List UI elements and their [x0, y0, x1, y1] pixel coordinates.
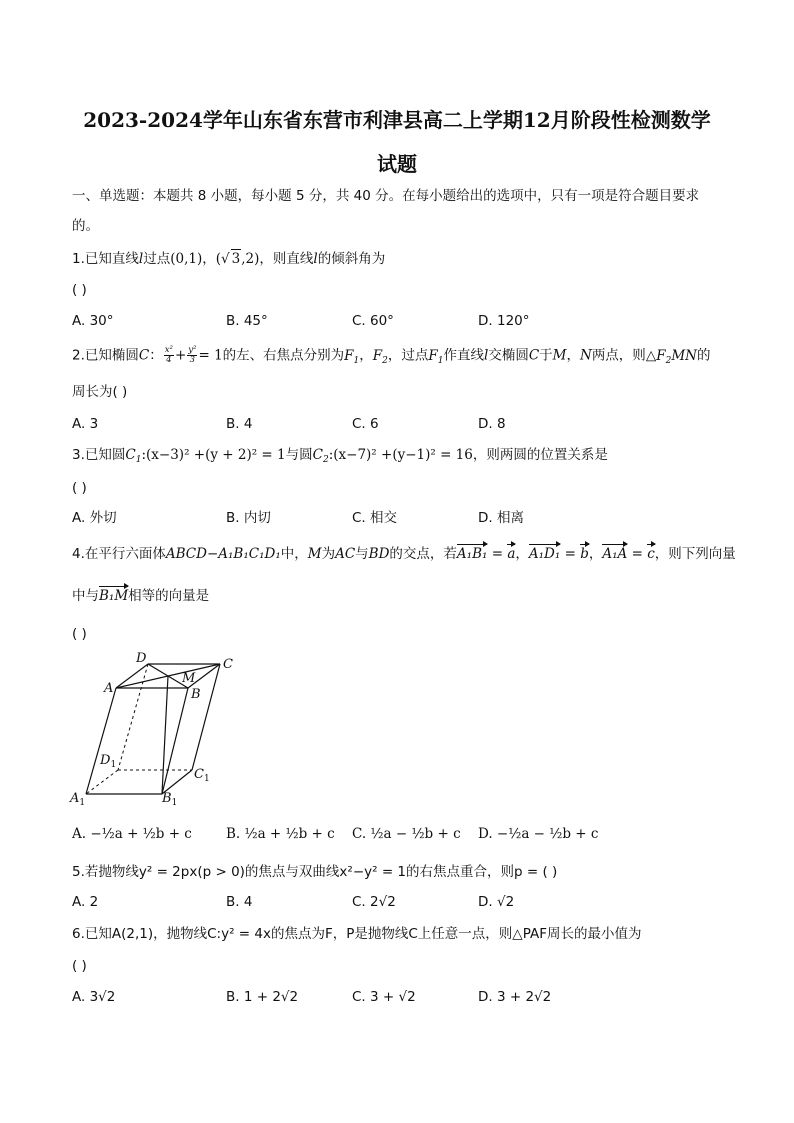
q1-paren: ( )	[72, 282, 87, 298]
edge-dd1-hidden	[118, 664, 148, 770]
label-d: D	[136, 651, 147, 666]
segment-bd: BD	[368, 546, 390, 562]
fraction-y2-over-3: $\frac{\text{y²}}{3}$	[188, 345, 197, 365]
label-b: B	[191, 687, 201, 702]
label-m: M	[182, 671, 196, 686]
q3-option-b[interactable]: B. 内切	[226, 510, 271, 526]
q3-option-c[interactable]: C. 相交	[352, 510, 398, 526]
q1-option-a[interactable]: A. 30°	[72, 313, 114, 329]
q2-option-a[interactable]: A. 3	[72, 416, 99, 432]
point-m: M	[307, 546, 322, 562]
q4-option-a[interactable]: A. −½a + ½b + c	[72, 826, 192, 842]
q1-option-d[interactable]: D. 120°	[478, 313, 530, 329]
vector-a1d1: A₁D₁	[528, 546, 561, 562]
q1-text-pre: 已知直线	[84, 251, 139, 267]
point-2-close: ,2)	[241, 251, 260, 267]
focus-f1-ref: $F_1$	[428, 347, 444, 366]
q3-text-post: ，则两圆的位置关系是	[472, 447, 608, 463]
exam-title-line2: 试题	[377, 152, 417, 176]
question-5	[72, 863, 557, 881]
q4-line2-post: 相等的向量是	[128, 588, 210, 604]
label-a: A	[104, 681, 114, 696]
circle-c1-equation: :(x−3)² +(y + 2)² = 1	[141, 447, 286, 463]
exam-title-line1: 2023-2024学年山东省东营市利津县高二上学期12月阶段性检测数学	[83, 108, 711, 132]
q5-text: 若抛物线y² = 2px(p > 0)的焦点与双曲线x²−y² = 1的右焦点重合，则p = ( )	[84, 864, 558, 880]
q4-option-b[interactable]: B. ½a + ½b + c	[226, 826, 335, 842]
q3-paren: ( )	[72, 480, 87, 496]
question-number: 2.	[72, 347, 85, 364]
q2-text-post: 的	[696, 347, 711, 364]
q4-paren: ( )	[72, 626, 87, 642]
point-2-open: (	[215, 251, 222, 267]
circle-c1: $C_1$	[125, 447, 142, 465]
question-number: 5.	[72, 864, 85, 880]
section-instructions: 一、单选题：本题共 8 小题，每小题 5 分，共 40 分。在每小题给出的选项中，只有一项是符合题目要求	[72, 188, 700, 204]
q1-comma: ，	[202, 251, 216, 267]
line-l-2: l	[313, 251, 318, 267]
question-number: 6.	[72, 926, 85, 942]
sqrt-sign: √	[221, 251, 230, 267]
line-l: l	[484, 347, 489, 364]
sqrt-radicand: 3	[231, 251, 241, 267]
q4-option-d[interactable]: D. −½a − ½b + c	[478, 826, 599, 842]
q4-line2-pre: 中与	[72, 588, 99, 604]
question-number: 1.	[72, 251, 85, 267]
q6-option-c[interactable]: C. 3 + √2	[352, 989, 416, 1005]
plus-sign: +	[174, 347, 187, 364]
equals-one: = 1	[198, 347, 223, 364]
q2-text-pre: 已知椭圆	[84, 347, 139, 364]
q1-text-post: 的倾斜角为	[317, 251, 386, 267]
label-c: C	[223, 657, 233, 672]
segment-b1m	[162, 676, 168, 794]
q6-option-b[interactable]: B. 1 + 2√2	[226, 989, 299, 1005]
focus-f2: $F_2$	[372, 347, 388, 366]
triangle-f2mn: $F_2MN$	[656, 347, 697, 366]
q2-text-mid6: 两点，则	[591, 347, 646, 364]
label-b1: $B_1$	[162, 791, 178, 808]
q2-text-mid3: 作直线	[443, 347, 484, 364]
q2-option-d[interactable]: D. 8	[478, 416, 506, 432]
q5-option-a[interactable]: A. 2	[72, 894, 99, 910]
q4-text-pre: 在平行六面体	[84, 546, 166, 562]
question-6	[72, 925, 641, 943]
vector-b1m: B₁M	[99, 588, 129, 604]
q5-option-d[interactable]: D. √2	[478, 894, 515, 910]
label-a1: $A_1$	[70, 791, 86, 808]
ellipse-c: C	[138, 347, 150, 364]
q2-line2: 周长为( )	[72, 384, 128, 400]
q3-text-pre: 已知圆	[84, 447, 126, 463]
q2-text-mid2: ，过点	[387, 347, 429, 364]
edge-cc1	[192, 664, 220, 770]
ellipse-c-ref: C	[528, 347, 540, 364]
q4-text-mid3: 与	[355, 546, 369, 562]
q1-option-c[interactable]: C. 60°	[352, 313, 394, 329]
question-number: 4.	[72, 546, 85, 562]
question-4-cont	[72, 587, 209, 605]
q2-text-mid5: 于	[539, 347, 553, 364]
section-instructions-cont: 的。	[72, 218, 99, 234]
edge-bb1	[162, 688, 188, 794]
vector-a1a: A₁A	[602, 546, 628, 562]
q4-text-mid2: 为	[321, 546, 336, 562]
parallelepiped-figure	[64, 648, 254, 810]
edge-aa1	[86, 688, 116, 794]
edge-d1a1-hidden	[86, 770, 118, 794]
question-2: 2.已知椭圆C： $\frac{\text{x²}}{4}$ + $\frac{\text{y²}}{3}$ = 1的左、右焦点分别为$F_1$，$F_2$，过点$F_1$作直线l交椭圆C于M，N两点，则$\triangle F_2MN$的	[72, 345, 711, 366]
q1-option-b[interactable]: B. 45°	[226, 313, 268, 329]
focus-f1: $F_1$	[344, 347, 360, 366]
question-number: 3.	[72, 447, 85, 463]
q4-text-mid1: 中，	[280, 546, 308, 562]
q6-paren: ( )	[72, 958, 87, 974]
q3-option-d[interactable]: D. 相离	[478, 510, 524, 526]
vector-a1b1: A₁B₁	[456, 546, 488, 562]
q2-text-mid4: 交椭圆	[488, 347, 529, 364]
label-c1: $C_1$	[194, 767, 210, 784]
line-l: l	[138, 251, 144, 267]
q2-text-mid: 的左、右焦点分别为	[222, 347, 345, 364]
q2-colon: ：	[149, 347, 163, 364]
q2-option-b[interactable]: B. 4	[226, 416, 253, 432]
fraction-x2-over-4: $\frac{\text{x²}}{4}$	[164, 345, 173, 365]
vector-a: a	[507, 546, 516, 562]
q6-text: 已知A(2,1)，抛物线C:y² = 4x的焦点为F，P是抛物线C上任意一点，则△PAF周长的最小值为	[84, 926, 642, 942]
parallelepiped-name: ABCD−A₁B₁C₁D₁	[165, 546, 281, 562]
circle-c2-equation: :(x−7)² +(y−1)² = 16	[328, 447, 473, 463]
circle-c2: $C_2$	[312, 447, 329, 465]
q5-option-b[interactable]: B. 4	[226, 894, 253, 910]
q4-option-c[interactable]: C. ½a − ½b + c	[352, 826, 461, 842]
point-m: M	[552, 347, 567, 364]
q3-option-a[interactable]: A. 外切	[72, 510, 117, 526]
q3-text-mid: 与圆	[285, 447, 313, 463]
q4-text-mid4: 的交点，若	[389, 546, 457, 562]
triangle-symbol: △	[645, 347, 657, 364]
q1-text-mid1: 过点	[143, 251, 171, 267]
vector-b: b	[580, 546, 589, 562]
label-d1: $D_1$	[100, 753, 117, 770]
q6-option-d[interactable]: D. 3 + 2√2	[478, 989, 552, 1005]
q2-option-c[interactable]: C. 6	[352, 416, 379, 432]
question-4: 4.在平行六面体ABCD−A₁B₁C₁D₁中，M为AC与BD的交点，若A₁B₁ = a，A₁D₁ = b，A₁A = c，则下列向量	[72, 546, 736, 562]
q5-option-c[interactable]: C. 2√2	[352, 894, 396, 910]
point-1: (0,1)	[170, 251, 203, 267]
segment-ac: AC	[335, 546, 356, 562]
q1-text-mid2: ，则直线	[259, 251, 314, 267]
q4-text-post: ，则下列向量	[654, 546, 736, 562]
vector-c: c	[647, 546, 655, 562]
point-n: N	[580, 347, 592, 364]
question-1	[72, 249, 385, 268]
question-3	[72, 446, 608, 469]
q6-option-a[interactable]: A. 3√2	[72, 989, 116, 1005]
